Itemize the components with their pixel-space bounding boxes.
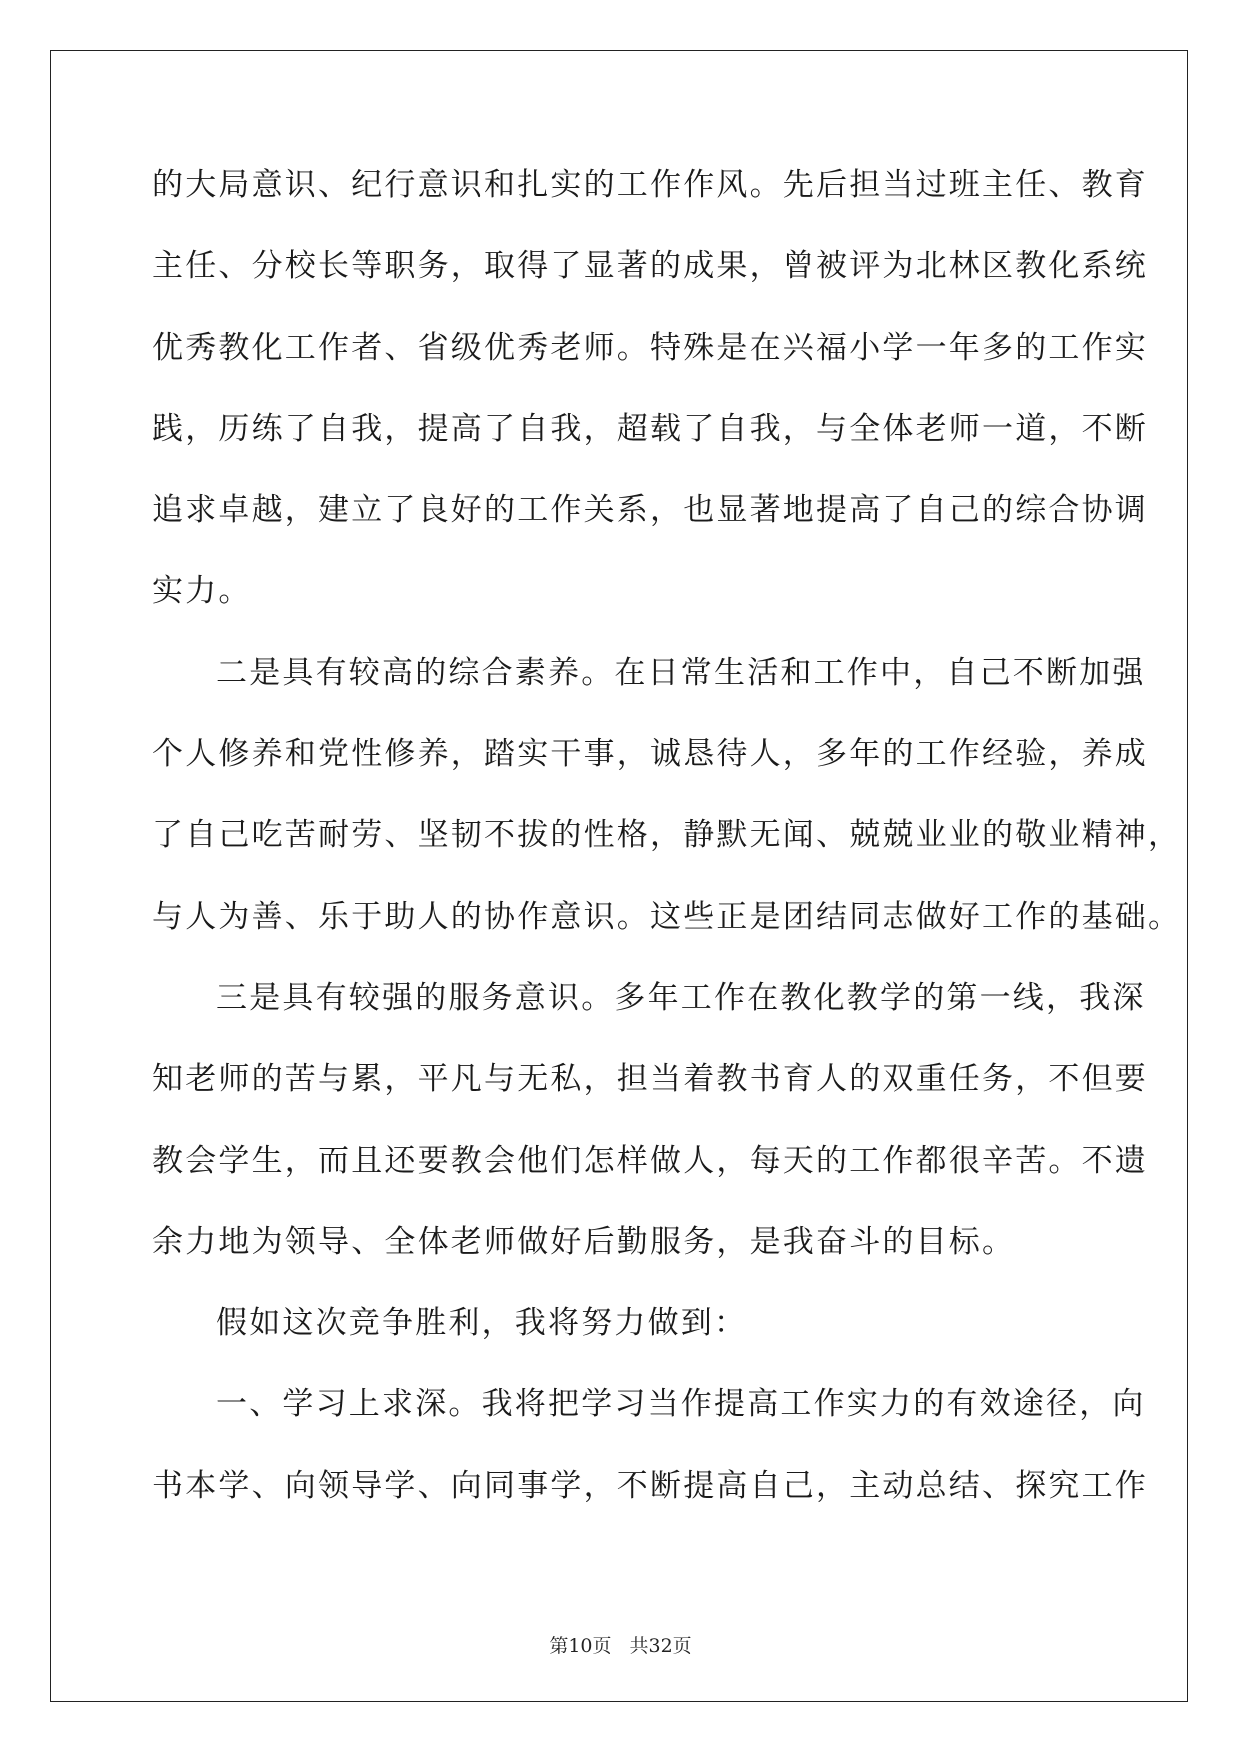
page-number-current: 第10页 [549,1635,612,1657]
paragraph-start-line: 三是具有较强的服务意识。多年工作在教化教学的第一线，我深 [216,979,1146,1016]
text-line: 余力地为领导、全体老师做好后勤服务，是我奋斗的目标。 [152,1223,1016,1260]
text-line: 优秀教化工作者、省级优秀老师。特殊是在兴福小学一年多的工作实 [152,329,1148,366]
paragraph-start-line: 假如这次竞争胜利，我将努力做到： [216,1305,748,1342]
text-line: 的大局意识、纪行意识和扎实的工作作风。先后担当过班主任、教育 [152,167,1148,203]
text-line: 教会学生，而且还要教会他们怎样做人，每天的工作都很辛苦。不遗 [152,1142,1148,1179]
text-line: 个人修养和党性修养，踏实干事，诚恳待人，多年的工作经验，养成 [152,736,1148,773]
page-number-total: 共32页 [629,1635,692,1657]
text-line: 践，历练了自我，提高了自我，超载了自我，与全体老师一道，不断 [152,410,1148,447]
text-line: 主任、分校长等职务，取得了显著的成果，曾被评为北林区教化系统 [152,248,1148,285]
text-line: 书本学、向领导学、向同事学，不断提高自己，主动总结、探究工作 [152,1467,1148,1504]
document-body [152,158,1182,1540]
page-footer [0,1631,1241,1658]
text-line: 实力。 [152,573,252,610]
text-line: 了自己吃苦耐劳、坚韧不拔的性格，静默无闻、兢兢业业的敬业精神， [152,817,1182,854]
text-line: 知老师的苦与累，平凡与无私，担当着教书育人的双重任务，不但要 [152,1061,1148,1098]
text-line: 与人为善、乐于助人的协作意识。这些正是团结同志做好工作的基础。 [152,898,1182,935]
text-line: 追求卓越，建立了良好的工作关系，也显著地提高了自己的综合协调 [152,492,1148,529]
paragraph-start-line: 二是具有较高的综合素养。在日常生活和工作中，自己不断加强 [216,654,1146,691]
paragraph-start-line: 一、学习上求深。我将把学习当作提高工作实力的有效途径，向 [216,1386,1146,1423]
